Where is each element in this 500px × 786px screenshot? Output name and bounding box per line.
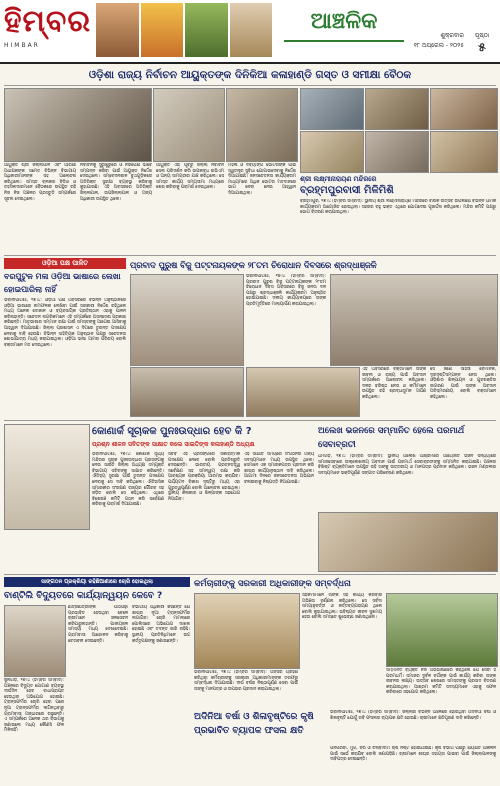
temple-headline: ବ୍ରହ୍ମପୁରବାସୀ ମିଳିମିଶି xyxy=(300,185,394,196)
lead-body-col4: ଆୟୁକ୍ତ ଏହା ପୂର୍ବରୁ ଜିଲ୍ଲା ନିର୍ବାଚନ ସେଲ ପରିଦର୍ଶନ କରି ଉପଲବ୍ଧ ଇଭିଏମ ଓ ଅନ୍ୟ ସାମଗ୍ରୀର ଯାଞ୍ଚ କରିଥିଲେ। ସେ ସମସ୍ତ କାର୍ଯ୍ୟ ସମୟସୀମା ମଧ୍ୟରେ ଶେଷ କରିବାକୁ ପରାମର୍ଶ ଦେଇଥିଲେ। xyxy=(156,163,224,191)
biju-photo xyxy=(130,367,244,417)
bottom-left-photo xyxy=(4,605,66,677)
temple-photo xyxy=(365,88,429,130)
page-number: ୫ xyxy=(478,40,486,54)
bottom-mid-headline: କର୍ମଚାରୀଙ୍କୁ ସରକାରୀ ଅଧିକାରୀଙ୍କ ସମ୍ବର୍ଦ୍ଧନା xyxy=(194,579,351,589)
alekh-headline: ଅଲେଖ ଭଜନରେ ସମ୍ମାନିତ ହେଲେ ପରମାର୍ଥ ସେବାବ୍ରତୀ xyxy=(318,426,465,450)
mid-left-headline: ବରପୁଟୁଳ ମଳା ଓଡ଼ିଆ ଭାଷାରେ ଲେଖା ହୋଇପାରିଲା ନାହିଁ xyxy=(4,272,121,294)
temple-photo xyxy=(365,131,429,173)
rain-headline: ଅଦିନିଆ ବର୍ଷା ଓ ଶିଳାବୃଷ୍ଟିରେ କୃଷି ପ୍ରଭାବିତ ବ୍ୟାପକ ଫସଲ କ୍ଷତି xyxy=(194,712,314,736)
konark-body-col3: ଏହି ସାକ୍ଷାତ ସମୟରେ ସଂଗଠନର ଅନ୍ୟ ସଦସ୍ୟମାନେ ମଧ୍ୟ ଉପସ୍ଥିତ ଥିଲେ। ସେମାନେ ଏକ ସ୍ମାରକପତ୍ର ପ୍ରଦାନ କରି ଶୀଘ୍ର କାର୍ଯ୍ୟାନୁଷ୍ଠାନ ଦାବି କରିଥିଲେ। ଆଗାମୀ ଦିନରେ ଜନସଚେତନତା ଅଭିଯାନ ଚଳାଇବାକୁ ନିଷ୍ପତ୍ତି ନିଆଯାଇଛି। xyxy=(244,452,314,485)
bottom-left-body-col2: ଛାତ୍ରଛାତ୍ରୀଙ୍କ ପାଠପଢ଼ା ପ୍ରଭାବିତ ହେଉଥିବା ବେଳେ ଚାଷୀମାନେ ଜଳସେଚନ କରିପାରୁନାହାନ୍ତି। ପାନୀୟଜଳ ସମସ୍ୟା ମଧ୍ୟ ଦେଖାଦେଇଛି। ଗ୍ରାମବାସୀ ଆନ୍ଦୋଳନ କରିବାକୁ ଚେତାବନୀ ଦେଇଛନ୍ତି। xyxy=(68,605,128,644)
alekh-photo xyxy=(318,512,498,572)
temple-photo xyxy=(300,131,364,173)
divider xyxy=(4,255,496,256)
masthead-photo xyxy=(96,3,139,57)
masthead-photo xyxy=(230,3,273,57)
mid-left-kicker: ଓଡ଼ିଆ ପକ୍ଷ ପାଳିତ xyxy=(42,259,88,267)
logo-subtext: HIMBAR xyxy=(4,42,40,49)
temple-photo xyxy=(430,88,498,130)
masthead-photo xyxy=(141,3,184,57)
rain-body: ଭବାନୀପାଟଣା, ୧୭।୪ (ହିମ୍ବର ସମ୍ବାଦ): ଜିଲ୍ଲାର ବିଭିନ୍ନ ଅଞ୍ଚଳରେ ହୋଇଥିବା ଅଦିନିଆ ବର୍ଷା ଓ ଶିଳାବୃଷ୍ଟି ଯୋଗୁଁ ରବି ଫସଲର ବ୍ୟାପକ କ୍ଷତି ହୋଇଛି। ଚାଷୀମାନେ କ୍ଷତିପୂରଣ ଦାବି କରିଛନ୍ତି। xyxy=(330,710,496,721)
logo-text: ହିମ୍ବର xyxy=(4,4,92,39)
alekh-body: ଧର୍ମଗଡ଼, ୧୭।୪ (ହିମ୍ବର ସମ୍ବାଦ): ସ୍ଥାନୀୟ ଅଲେଖ ଆଶ୍ରମରେ ଆୟୋଜିତ ଭଜନ ସନ୍ଧ୍ୟାରେ ସମାଜସେବାରେ ଉଲ୍ଲେଖନୀୟ ଅବଦାନ ପାଇଁ ପରମାର୍ଥ ସେବାବ୍ରତୀଙ୍କୁ ସମ୍ମାନିତ କରାଯାଇଛି। ଅଞ୍ଚଳର ବିଶିଷ୍ଟ ବ୍ୟକ୍ତିମାନେ ଉପସ୍ଥିତ ରହି ତାଙ୍କୁ ଉତ୍ତରୀୟ ଓ ମାନପତ୍ର ପ୍ରଦାନ କରିଥିଲେ। ଭଜନ ମଣ୍ଡଳୀର ସଦସ୍ୟମାନେ ଭକ୍ତିପୂର୍ଣ୍ଣ ସଙ୍ଗୀତ ପରିବେଷଣ କରିଥିଲେ। xyxy=(318,454,496,476)
biju-headline: ପ୍ରବାଦ ପୁରୁଷ ବିଜୁ ପଟ୍ଟନାୟକଙ୍କ ୨୮ତମ ଚିରୋଧାନ ଦିବସରେ ଶ୍ରଦ୍ଧାଞ୍ଜଳି xyxy=(130,260,377,270)
bottom-left-body-col1: ଜୁନାଗଡ଼, ୧୭।୪ (ହିମ୍ବର ସମ୍ବାଦ): ଅଞ୍ଚଳରେ ବିଦ୍ୟୁତ ଯୋଗାଣ ବ୍ୟବସ୍ଥା ଦୀର୍ଘଦିନ ହେବ ବାଧାପ୍ରାପ୍ତ ହେଉଥିବା ଅଭିଯୋଗ ହୋଇଛି। ଟ୍ରାନ୍ସଫର୍ମର ଚୋରି ହେବା ପରେ ନୂଆ ଟ୍ରାନ୍ସଫର୍ମର ଲାଗିନଥିବାରୁ ଗ୍ରାମବାସୀ ଅନ୍ଧାରରେ ରହୁଛନ୍ତି। ଏ ସମ୍ପର୍କରେ ଅନେକ ଥର ବିଭାଗକୁ ଜଣାଇଲେ ମଧ୍ୟ କୌଣସି ଫଳ ମିଳିନାହିଁ। xyxy=(4,678,64,734)
konark-body-col1: ଭବାନୀପାଟଣା, ୧୭।୪: କୋଣାର୍କ ସୂର୍ଯ୍ୟ ମନ୍ଦିରର ସୂଚାକ ପୁନଃଉଦ୍ଧାର ପ୍ରସଙ୍ଗକୁ ନେଇ ସାଇତି ଜିଲ୍ଲା ଅଧ୍ୟକ୍ଷ ସମ୍ପୃକ୍ତ ବିଭାଗୀୟ ସଚିବଙ୍କୁ ସାକ୍ଷାତ କରିଛନ୍ତି। ଐତିହ୍ୟ ସୁରକ୍ଷା ପାଇଁ ତୁରନ୍ତ ପଦକ୍ଷେପ ନେବାକୁ ସେ ଦାବି କରିଥିଲେ। ଐତିହାସିକ ସ୍ମାରକୀର ସଂରକ୍ଷଣ ରାଜ୍ୟର ଗୌରବ ସହ ଜଡ଼ିତ ବୋଲି ସେ କହିଥିଲେ। ଏଥିରେ ବିଶେଷଜ୍ଞ କମିଟି ଗଠନ କରି ସର୍ବେକ୍ଷଣ କରିବାକୁ ପରାମର୍ଶ ଦିଆଯାଇଛି। xyxy=(92,452,164,508)
bottom-left-headline: ବାଣ୍ଟିଲି ବିଦ୍ୟୁତରେ କାର୍ଯ୍ୟାନ୍ୱୟନ କେବେ ? xyxy=(4,591,163,601)
alekh-body2: ସମ୍ମାନିତ ବ୍ୟକ୍ତି ନିଜ ଅଭିଭାଷଣରେ କହିଥିଲେ ଯେ ସେବା ହିଁ ପରମଧର୍ମ। ସମାଜର ଦୁର୍ବଳ ବର୍ଗଙ୍କ ପାଇଁ କାର୍ଯ୍ୟ କରିବା ତାଙ୍କ ଜୀବନର ଲକ୍ଷ୍ୟ। ଉତ୍ସବ ଶେଷରେ ସମସ୍ତଙ୍କୁ ପ୍ରସାଦ ବିତରଣ କରାଯାଇଥିଲା। ଆଶ୍ରମ କମିଟି ସଦସ୍ୟମାନେ ଏହାକୁ ସଫଳ କରିବାରେ ସହଯୋଗ କରିଥିଲେ। xyxy=(386,668,496,696)
konark-body-left xyxy=(4,530,88,570)
bottom-left-body-col3: ବିଭାଗୀୟ ଅଧିକାରୀ କହିଛନ୍ତି ଯେ ଶୀଘ୍ର ନୂଆ ଟ୍ରାନ୍ସଫର୍ମର ଲଗାଯିବ। ଚୋରି ମାମଲାରେ ପୋଲିସରେ ଅଭିଯୋଗ ଦାଖଲ ହୋଇଛି ଏବଂ ତଦନ୍ତ ଜାରି ରହିଛି। ସ୍ଥାନୀୟ ପ୍ରତିନିଧିମାନେ ଉଚ୍ଚ କର୍ତ୍ତୃପକ୍ଷଙ୍କୁ ଜଣାଇଛନ୍ତି। xyxy=(132,605,190,644)
rain-photo xyxy=(386,593,498,667)
bottom-mid-body: ଭବାନୀପାଟଣା, ୧୭।୪ (ହିମ୍ବର ସମ୍ବାଦ): ଅବସର ଗ୍ରହଣ କରିଥିବା କର୍ମଚାରୀଙ୍କୁ ସରକାରୀ ଅଧିକାରୀମାନଙ୍କ ତରଫରୁ ସମ୍ବର୍ଦ୍ଧନା ଦିଆଯାଇଛି। ଦୀର୍ଘ ବର୍ଷର ନିଷ୍ଠାପୂର୍ଣ୍ଣ ସେବା ପାଇଁ ତାଙ୍କୁ ମାନପତ୍ର ଓ ଉପହାର ପ୍ରଦାନ କରାଯାଇଥିଲା। xyxy=(194,670,298,692)
masthead-photo-strip xyxy=(96,3,272,57)
lead-body-col5: ମହିଳା ଓ ଦିବ୍ୟାଙ୍ଗ ଭୋଟରଙ୍କ ପାଇଁ ସ୍ୱତନ୍ତ୍ର ସୁବିଧା ଯୋଗାଇଦେବାକୁ ନିର୍ଦ୍ଦେଶ ଦିଆଯାଇଛି। ଜନସଚେତନତା କାର୍ଯ୍ୟକ୍ରମ ମାଧ୍ୟମରେ ଅଧିକ ଭୋଟର ମତଦାନରେ ଭାଗ ନେବା ନେଇ ଆହ୍ୱାନ ଦିଆଯାଇଥିଲା। xyxy=(228,163,296,196)
masthead-photo xyxy=(185,3,228,57)
lead-photo xyxy=(4,88,152,162)
lead-photo xyxy=(153,88,225,162)
bottom-left-kicker-bar xyxy=(4,577,190,587)
biju-body-col2: ଏହି ଅବସରରେ ବକ୍ତାମାନେ ତାଙ୍କ ଜୀବନୀ ଓ ରାଜ୍ୟ ପାଇଁ ଅବଦାନ ସମ୍ପର୍କରେ ଆଲୋଚନା କରିଥିଲେ। ଦଳର ବରିଷ୍ଠ ନେତା ଓ କର୍ମୀମାନେ ଉପସ୍ଥିତ ରହି ଶ୍ରଦ୍ଧାସୁମନ ଅର୍ପଣ କରିଥିଲେ। xyxy=(362,367,426,400)
konark-headline: କୋଣାର୍କ ସୂଚାକକ ପୁନଃଉଦ୍ଧାର ହେବ କି ? xyxy=(92,426,252,437)
bottom-mid-photo xyxy=(194,593,300,669)
lead-body-col2: ଆୟୁକ୍ତ ଶ୍ରୀ ଜିଲ୍ଲାପାଳ ଏବଂ ଆରକ୍ଷୀ ଅଧୀକ୍ଷକଙ୍କ ସମେତ ବିଭିନ୍ନ ବିଭାଗୀୟ ଅଧିକାରୀମାନଙ୍କ ସହ ଆଲୋଚନା କରିଥିଲେ। ସମସ୍ତ ବ୍ଲକର ବିଡିଓ ଓ ତହସିଲଦାରମାନେ ବୈଠକରେ ଉପସ୍ଥିତ ରହି ନିଜ ନିଜ ଅଞ୍ଚଳର ପ୍ରସ୍ତୁତି ସମ୍ପର୍କରେ ସୂଚନା ଦେଇଥିଲେ। xyxy=(4,163,76,202)
masthead-day: ଶୁକ୍ରବାର xyxy=(440,32,464,39)
divider xyxy=(4,420,496,421)
konark-subhead: ପ୍ରଶ୍ନ ଶୀଳନ ସବିତଙ୍କ ସାକ୍ଷାତ କଲେ ସାଇତିଙ୍କ କଳାହାଣ୍ଡି ଅଧ୍ୟକ୍ଷ xyxy=(92,441,255,448)
masthead-logo xyxy=(4,2,92,58)
biju-photo xyxy=(130,274,244,366)
lead-body-col3: ନିର୍ବାଚନକୁ ସୁରୁଖୁରୁରେ ଓ ନିରପେକ୍ଷ ଭାବେ ସମ୍ପନ୍ନ କରିବା ପାଇଁ ଆୟୁକ୍ତ ନିର୍ଦ୍ଦେଶ ଦେଇଥିଲେ। ସମ୍ବେଦନଶୀଳ ବୁଥଗୁଡ଼ିକରେ ଅତିରିକ୍ତ ସୁରକ୍ଷା ବ୍ୟବସ୍ଥା କରିବାକୁ କୁହାଯାଇଛି। ଏହି ଅବସରରେ ଅତିରିକ୍ତ ଜିଲ୍ଲାପାଳ, ଉପଜିଲ୍ଲାପାଳ ଓ ଅନ୍ୟ ଅଧିକାରୀ ଉପସ୍ଥିତ ଥିଲେ। xyxy=(80,163,152,202)
biju-body-col1: ଭବାନୀପାଟଣା, ୧୭।୪ (ହିମ୍ବର ସମ୍ବାଦ): ପ୍ରବାଦ ପୁରୁଷ ବିଜୁ ପଟ୍ଟନାୟକଙ୍କ ୨୮ତମ ଚିରୋଧାନ ଦିବସ ଅବସରରେ ବିଜୁ ଜନତା ଦଳ ପକ୍ଷରୁ ଶ୍ରଦ୍ଧାଞ୍ଜଳି କାର୍ଯ୍ୟକ୍ରମ ଅନୁଷ୍ଠିତ ହୋଇଯାଇଛି। ଦଳୀୟ କାର୍ଯ୍ୟାଳୟରେ ତାଙ୍କ ପ୍ରତିମୂର୍ତ୍ତିରେ ମାଲ୍ୟାର୍ପଣ କରାଯାଇଥିଲା। xyxy=(246,274,326,307)
biju-photo xyxy=(246,367,360,417)
divider xyxy=(4,85,496,86)
temple-kicker: ଶ୍ରୀ ଲକ୍ଷ୍ମୀନାରାୟଣ ମନ୍ଦିରରେ xyxy=(300,175,377,183)
temple-body: ବ୍ରହ୍ମପୁର, ୧୭।୪ (ହିମ୍ବର ସମ୍ବାଦ): ସ୍ଥାନୀୟ ଶ୍ରୀ ଲକ୍ଷ୍ମୀନାରାୟଣ ମନ୍ଦିରରେ ବାର୍ଷିକ ଉତ୍ସବ ଉପଲକ୍ଷେ ବିଭିନ୍ନ ଧାର୍ମିକ କାର୍ଯ୍ୟକ୍ରମ ଆୟୋଜିତ ହୋଇଥିଲା। ସହରର ବହୁ ଭକ୍ତ ଏଥିରେ ଯୋଗଦେଇ ପୂଜାର୍ଚ୍ଚନା କରିଥିଲେ। ମନ୍ଦିର କମିଟି ପକ୍ଷରୁ ଭୋଗ ବିତରଣ କରାଯାଇଥିଲା। xyxy=(300,199,496,216)
bottom-mid-body2: ସହକର୍ମୀମାନେ ତାଙ୍କ ସହ କାର୍ଯ୍ୟ କରିବାର ଅଭିଜ୍ଞତା ବର୍ଣ୍ଣନା କରିଥିଲେ। ସେ ସର୍ବଦା ସମୟାନୁବର୍ତ୍ତୀ ଓ କର୍ତ୍ତବ୍ୟପରାୟଣ ଥିଲେ ବୋଲି କୁହାଯାଇଥିଲା। ଭବିଷ୍ୟତ ଜୀବନ ସୁଖମୟ ହେଉ ବୋଲି ସମସ୍ତେ ଶୁଭେଚ୍ଛା ଜଣାଇଥିଲେ। xyxy=(302,593,382,621)
masthead-date: ୧୮ ଅପ୍ରେଲ - ୨୦୨୫ xyxy=(413,42,464,49)
masthead xyxy=(0,0,500,64)
section-underline xyxy=(284,40,404,42)
biju-body-col3: ସେ ଜଣେ ସାହସୀ ବୈମାନିକ, ଦୂରଦୃଷ୍ଟିସମ୍ପନ୍ନ ନେତା ଥିଲେ। ଓଡ଼ିଶାର ଶିଳ୍ପାୟନ ଓ ଯୁବଶକ୍ତିର ଜାଗରଣ ପାଇଁ ତାଙ୍କ ଅବଦାନ ଅବିସ୍ମରଣୀୟ ବୋଲି ବକ୍ତାମାନେ କହିଥିଲେ। xyxy=(430,367,496,400)
mid-left-body: ଭବାନୀପାଟଣା, ୧୭।୪: ଓଡ଼ିଆ ପକ୍ଷ ଅବସରରେ ବିଭିନ୍ନ ଅନୁଷ୍ଠାନରେ ଓଡ଼ିଆ ଭାଷାରେ ନାମଫଳକ ଲେଖିବା ପାଇଁ ସରକାରୀ ନିର୍ଦ୍ଦେଶ ରହିଥିଲେ ମଧ୍ୟ ଅନେକ ଦୋକାନ ଓ ବ୍ୟବସାୟିକ ପ୍ରତିଷ୍ଠାନ ଏହାକୁ ପାଳନ କରିନାହାନ୍ତି। ସଚେତନ ନାଗରିକମାନେ ଏହି ସମ୍ପର୍କରେ ଅସନ୍ତୋଷ ପ୍ରକାଶ କରିଛନ୍ତି। ମାତୃଭାଷାର ସମ୍ମାନ ରକ୍ଷା ପାଇଁ ସମସ୍ତଙ୍କୁ ଆଗେଇ ଆସିବାକୁ ଆହ୍ୱାନ ଦିଆଯାଇଛି। ଜିଲ୍ଲା ପ୍ରଶାସନ ଏ ଦିଗରେ ତୁରନ୍ତ ପଦକ୍ଷେପ ନେବାକୁ ଦାବି ହେଉଛି। ବିଭିନ୍ନ ସାହିତ୍ୟିକ ଅନୁଷ୍ଠାନ ପକ୍ଷରୁ ସଚେତନତା ଶୋଭାଯାତ୍ରା ମଧ୍ୟ କରାଯାଇଥିଲା। ଓଡ଼ିଆ ଭାଷା ଆମର ପରିଚୟ ବୋଲି ବକ୍ତାମାନେ ମତ ଦେଇଥିଲେ। xyxy=(4,298,126,348)
temple-photo xyxy=(430,131,498,173)
rain-body2: ପନିପରିବା, ମୁଗ, ବିରି ଓ ଚିନାବାଦାମ ଚାଷ ନଷ୍ଟ ହୋଇଯାଇଛି। କୃଷି ବିଭାଗ ପକ୍ଷରୁ କ୍ଷୟକ୍ଷତି ଆକଳନ ପାଇଁ ସର୍ଭେ କରାଯିବ ବୋଲି ଜଣାପଡ଼ିଛି। ଚାଷୀମାନେ ଶୀଘ୍ର ସହାୟତା ପାଇବା ପାଇଁ ଜିଲ୍ଲାପାଳଙ୍କୁ ଦାବିପତ୍ର ଦେଇଛନ୍ତି। xyxy=(330,746,496,763)
konark-photo xyxy=(4,424,90,530)
page-label: ପୃଷ୍ଠା xyxy=(474,32,490,39)
lead-headline: ଓଡ଼ିଶା ରାଜ୍ୟ ନିର୍ବାଚନ ଆୟୁକ୍ତଙ୍କ ଦିନିକିଆ କଳାହାଣ୍ଡି ଗସ୍ତ ଓ ସମୀକ୍ଷା ବୈଠକ xyxy=(88,69,412,81)
biju-photo xyxy=(330,274,498,366)
konark-body-col2: ସଚିବ ଏହି ପ୍ରସଙ୍ଗରେ ସକାରାତ୍ମକ ପଦକ୍ଷେପ ନେବେ ବୋଲି ପ୍ରତିଶ୍ରୁତି ଦେଇଛନ୍ତି। ଭାରତୀୟ ପ୍ରତ୍ନତତ୍ତ୍ୱ ସର୍ବେକ୍ଷଣ ସହ ସମନ୍ୱୟ ରକ୍ଷା କରି ଆବଶ୍ୟକ ପ୍ରକ୍ରିୟା ଆରମ୍ଭ କରାଯିବ। ପର୍ଯ୍ୟଟନ ବିକାଶ ଦୃଷ୍ଟିରୁ ମଧ୍ୟ ଏହା ଗୁରୁତ୍ୱପୂର୍ଣ୍ଣ ବୋଲି ଆଲୋଚନା ହୋଇଥିଲା। ସ୍ଥାନୀୟ କଳାକାର ଓ ଶିଳ୍ପୀଙ୍କ ସହଯୋଗ ନିଆଯିବ। xyxy=(168,452,240,502)
mid-left-kicker-bar xyxy=(4,258,126,269)
temple-photo xyxy=(300,88,364,130)
section-title: ଆଞ୍ଚଳିକ xyxy=(310,8,378,34)
divider xyxy=(4,574,496,575)
bottom-left-kicker: ସାଙ୍ଗଠନ ପ୍ରକ୍ରିୟା ରହିଛିଆଣାରେ ଚୋରି ହୋଇଥିଲା xyxy=(41,579,153,585)
lead-photo xyxy=(226,88,298,162)
